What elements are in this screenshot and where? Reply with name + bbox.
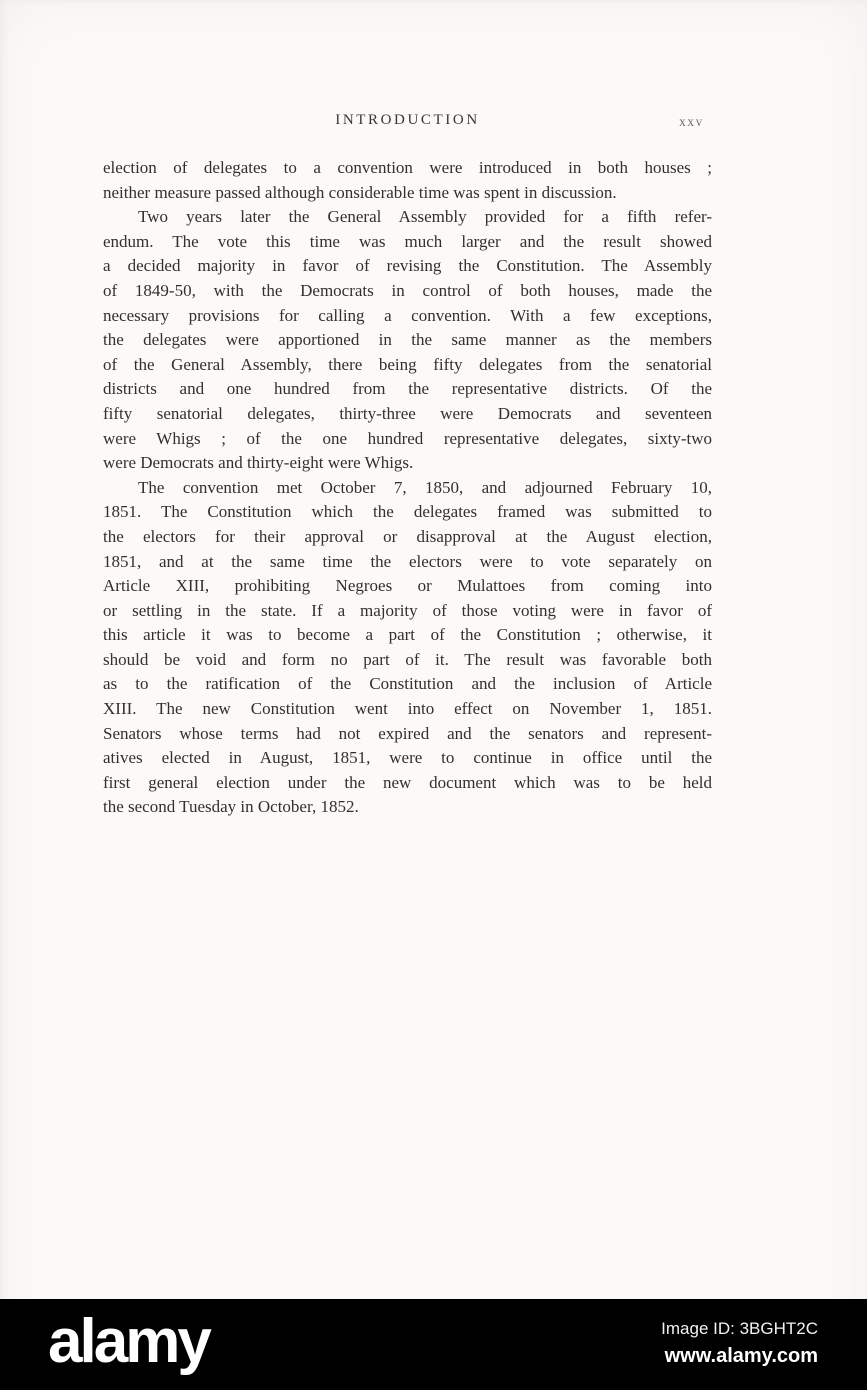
text-line: necessary provisions for calling a convention. With a few exceptions, (103, 305, 712, 325)
text-line: Article XIII, prohibiting Negroes or Mulattoes from coming into (103, 576, 712, 596)
text-line: endum. The vote this time was much larger and the result showed (103, 231, 712, 251)
page-number: xxv (679, 114, 704, 129)
page-body (103, 156, 712, 820)
text-line: a decided majority in favor of revising the Constitution. The Assembly (103, 256, 712, 276)
text-line: first general election under the new document which was to be held (103, 772, 712, 792)
text-line: neither measure passed although considerable time was spent in discussion. (103, 182, 617, 202)
paragraph (103, 205, 712, 476)
text-line: the delegates were apportioned in the same manner as the members (103, 330, 712, 350)
text-line: this article it was to become a part of the Constitution ; otherwise, it (103, 625, 712, 645)
text-line: 1851, and at the same time the electors were to vote separately on (103, 551, 712, 571)
image-id-text: Image ID: 3BGHT2C (661, 1319, 818, 1338)
text-line: The convention met October 7, 1850, and adjourned February 10, (138, 477, 712, 497)
text-line: the second Tuesday in October, 1852. (103, 797, 359, 817)
text-line: districts and one hundred from the representative districts. Of the (103, 379, 712, 399)
text-line: election of delegates to a convention were introduced in both houses ; (103, 158, 712, 177)
text-line: were Whigs ; of the one hundred representative delegates, sixty-two (103, 428, 712, 448)
watermark-info (661, 1319, 818, 1368)
text-line: Senators whose terms had not expired and the senators and represent- (103, 723, 712, 743)
alamy-logo: alamy (48, 1307, 209, 1376)
text-line: of the General Assembly, there being fifty delegates from the senatorial (103, 354, 712, 374)
text-line: fifty senatorial delegates, thirty-three were Democrats and seventeen (103, 403, 712, 423)
text-line: were Democrats and thirty-eight were Whigs. (103, 453, 414, 473)
text-line: 1851. The Constitution which the delegates framed was submitted to (103, 502, 712, 522)
paragraph (103, 476, 712, 820)
watermark-bar (0, 1299, 867, 1390)
paragraph (103, 156, 712, 205)
running-head (103, 112, 712, 138)
text-line: XIII. The new Constitution went into effect on November 1, 1851. (103, 699, 712, 719)
text-line: the electors for their approval or disapproval at the August election, (103, 526, 712, 546)
text-line: of 1849-50, with the Democrats in control of both houses, made the (103, 280, 712, 300)
text-line: should be void and form no part of it. The result was favorable both (103, 649, 712, 669)
text-line: atives elected in August, 1851, were to continue in office until the (103, 748, 712, 768)
alamy-url-text: www.alamy.com (664, 1345, 818, 1367)
text-line: as to the ratification of the Constitution and the inclusion of Article (103, 674, 712, 694)
text-line: or settling in the state. If a majority of those voting were in favor of (103, 600, 712, 620)
page-title: INTRODUCTION (335, 112, 480, 128)
text-line: Two years later the General Assembly provided for a fifth refer- (138, 207, 712, 227)
